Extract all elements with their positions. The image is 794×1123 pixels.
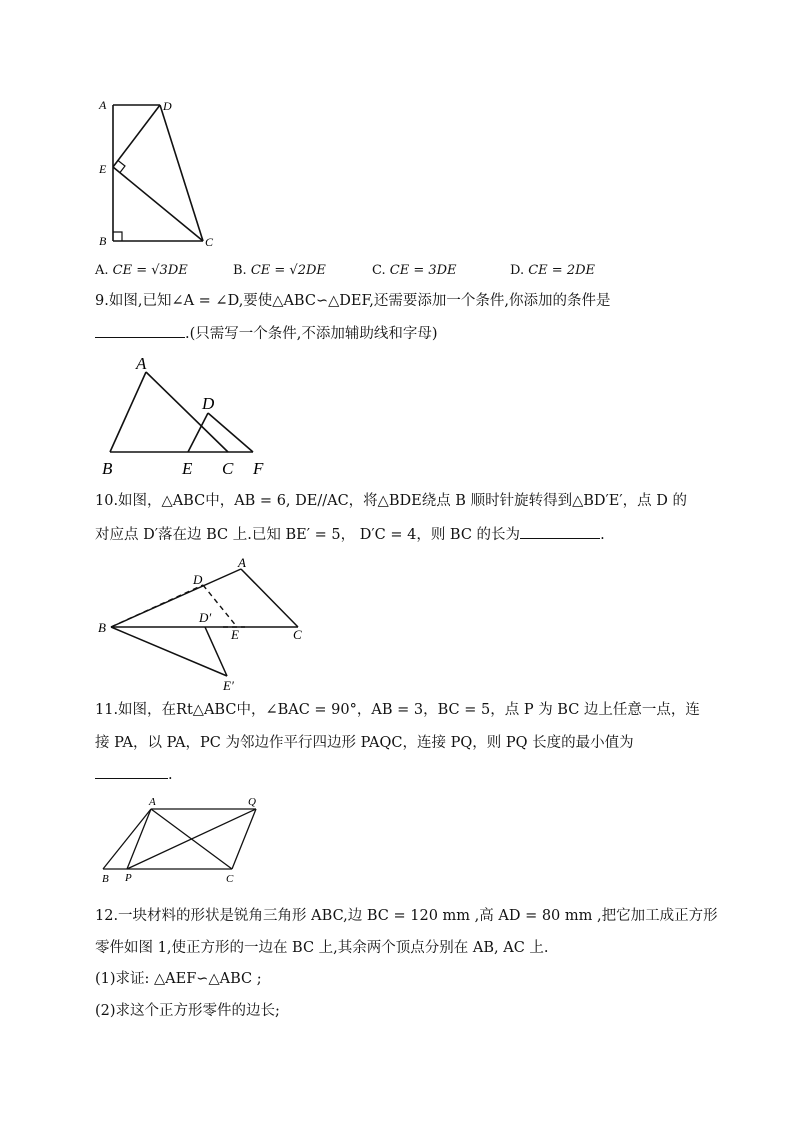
- q10-line1: 10.如图，△ABC中，AB = 6, DE//AC，将△BDE绕点 B 顺时针旋转得到△BD′E′，点 D 的: [95, 493, 688, 509]
- label-C: C: [205, 235, 214, 249]
- label-D-prime: D′: [199, 610, 212, 625]
- q9-line2: .(只需写一个条件,不添加辅助线和字母): [95, 323, 438, 344]
- figure-q8: [95, 95, 225, 255]
- option-a[interactable]: A. CE = √3DE: [95, 263, 188, 278]
- q11-line3: .: [95, 764, 173, 785]
- label-E: E: [231, 627, 239, 642]
- answer-blank-q9[interactable]: [95, 323, 185, 338]
- q10-line2: 对应点 D′落在边 BC 上.已知 BE′ = 5， D′C = 4，则 BC 的长为 .: [95, 524, 605, 545]
- label-B: B: [102, 873, 109, 885]
- label-B: B: [98, 620, 106, 635]
- answer-blank-q10[interactable]: [520, 524, 600, 539]
- label-A: A: [149, 796, 156, 808]
- q12-line2: 零件如图 1,使正方形的一边在 BC 上,其余两个顶点分别在 AB, AC 上.: [95, 940, 549, 956]
- option-b[interactable]: B. CE = √2DE: [233, 263, 326, 278]
- q9-line1: 9.如图,已知∠A = ∠D,要使△ABC∽△DEF,还需要添加一个条件,你添加的条件是: [95, 293, 611, 309]
- label-D: D: [193, 572, 203, 587]
- label-A: A: [99, 98, 107, 112]
- q12-sub1: (1)求证: △AEF∽△ABC ;: [95, 971, 262, 987]
- q11-line1: 11.如图，在Rt△ABC中，∠BAC = 90°，AB = 3，BC = 5，点 P 为 BC 边上任意一点，连: [95, 702, 700, 718]
- label-E: E: [99, 162, 107, 176]
- label-C: C: [222, 459, 234, 478]
- label-E: E: [182, 459, 193, 478]
- q12-sub2: (2)求这个正方形零件的边长;: [95, 1003, 280, 1019]
- option-d[interactable]: D. CE = 2DE: [510, 263, 596, 278]
- label-Q: Q: [248, 796, 256, 808]
- label-F: F: [253, 459, 264, 478]
- label-E-prime: E′: [223, 678, 234, 693]
- label-P: P: [125, 872, 132, 884]
- figure-q9: [98, 355, 283, 480]
- label-B: B: [99, 234, 107, 248]
- label-B: B: [102, 459, 113, 478]
- label-C: C: [226, 873, 234, 885]
- label-D: D: [202, 394, 215, 413]
- label-C: C: [293, 627, 302, 642]
- label-A: A: [136, 355, 147, 373]
- label-D: D: [163, 99, 172, 113]
- answer-blank-q11[interactable]: [95, 764, 168, 779]
- label-A: A: [238, 555, 246, 570]
- option-c[interactable]: C. CE = 3DE: [372, 263, 457, 278]
- figure-q10: [95, 555, 315, 695]
- q12-line1: 12.一块材料的形状是锐角三角形 ABC,边 BC = 120 mm ,高 AD = 80 mm ,把它加工成正方形: [95, 908, 718, 924]
- figure-q11: [97, 795, 272, 887]
- q11-line2: 接 PA，以 PA，PC 为邻边作平行四边形 PAQC，连接 PQ，则 PQ 长度的最小值为: [95, 735, 634, 751]
